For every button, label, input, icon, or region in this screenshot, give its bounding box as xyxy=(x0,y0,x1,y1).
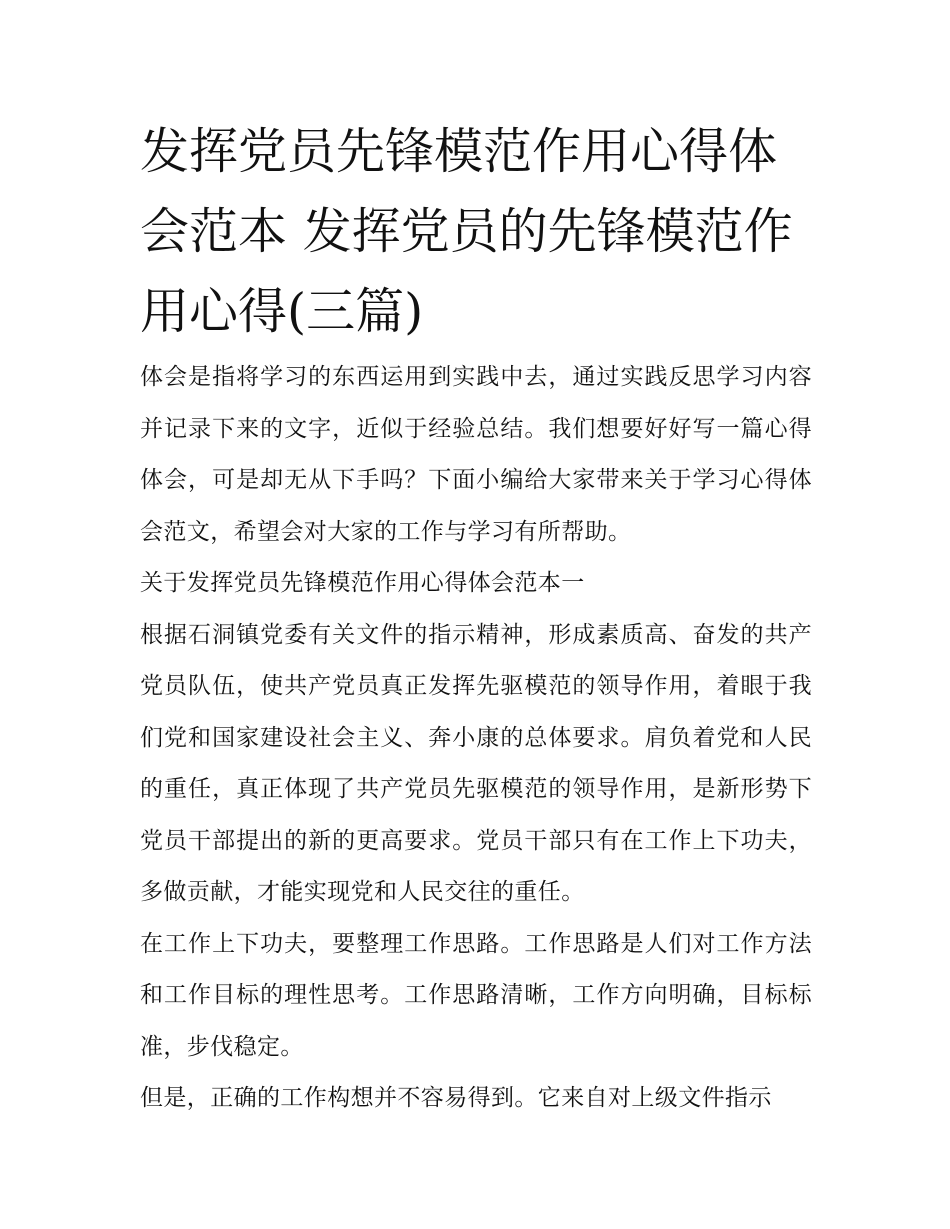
body-paragraph: 在工作上下功夫，要整理工作思路。工作思路是人们对工作方法和工作目标的理性思考。工作思路清晰，工作方向明确，目标标准，步伐稳定。 xyxy=(140,930,812,1060)
document-title: 发挥党员先锋模范作用心得体会范本 发挥党员的先锋模范作用心得(三篇) xyxy=(140,123,793,340)
body-paragraph: 但是，正确的工作构想并不容易得到。它来自对上级文件指示 xyxy=(140,1085,772,1111)
intro-paragraph: 体会是指将学习的东西运用到实践中去，通过实践反思学习内容并记录下来的文字，近似于经验总结。我们想要好好写一篇心得体会，可是却无从下手吗？下面小编给大家带来关于学习心得体会范文，希望会对大家的工作与学习有所帮助。 xyxy=(140,364,812,545)
section-heading: 关于发挥党员先锋模范作用心得体会范本一 xyxy=(140,570,585,596)
body-paragraph: 根据石洞镇党委有关文件的指示精神，形成素质高、奋发的共产党员队伍，使共产党员真正发挥先驱模范的领导作用，着眼于我们党和国家建设社会主义、奔小康的总体要求。肩负着党和人民的重任，真正体现了共产党员先驱模范的领导作用，是新形势下党员干部提出的新的更高要求。党员干部只有在工作上下功夫，多做贡献，才能实现党和人民交往的重任。 xyxy=(140,621,812,905)
document-body xyxy=(140,352,812,1125)
